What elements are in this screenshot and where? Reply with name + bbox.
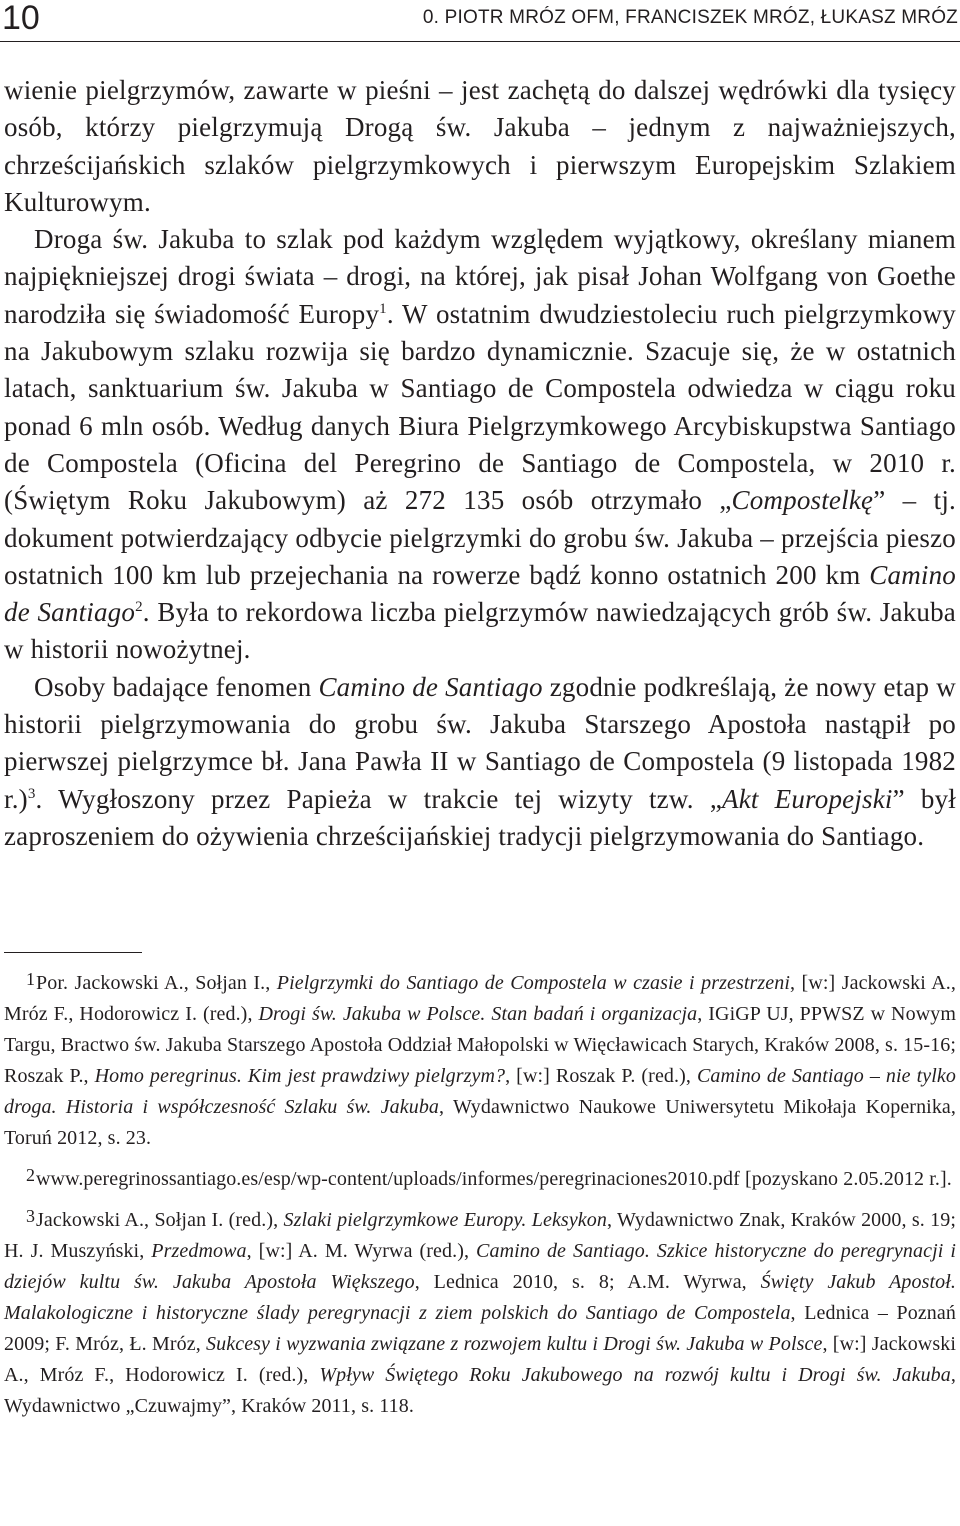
footnote-number: 3 (26, 1206, 36, 1226)
paragraph-3-text-c: . Wygłoszony przez Papieża w trakcie tej wizyty tzw. „ (35, 783, 723, 814)
footnote-1-text: , IGiGP UJ, PPWSZ w Nowym Targu, Bractwo św. Jakuba Starszego Apostoła Oddział Małopolski w Więcławicach Starych, Kraków 2008, s. 15-16; Roszak P., (4, 1003, 956, 1087)
footnote-3-text: , Lednica 2010, s. 8; A.M. Wyrwa, (414, 1271, 761, 1293)
footnote-3-title-4: Święty Jakub Apostoł. Malakologiczne i historyczne ślady peregrynacji z ziem polskich do Santiago de Compostela (4, 1271, 956, 1324)
footnote-3-title-3: Camino de Santiago. Szkice historyczne do peregrynacji i dziejów kultu św. Jakuba Apostoła Większego (4, 1240, 957, 1293)
footnote-ref-3[interactable]: 3 (27, 785, 36, 802)
page-header (0, 0, 960, 40)
footnote-1 (4, 968, 956, 1154)
footnote-3 (4, 1205, 956, 1422)
footnote-3-text: Jackowski A., Sołjan I. (red.), (36, 1209, 284, 1231)
running-head: 0. PIOTR MRÓZ OFM, FRANCISZEK MRÓZ, ŁUKASZ MRÓZ (422, 7, 958, 28)
footnote-3-text: , [w:] Jackowski A., Mróz F., Hodorowicz I. (red.), (4, 1333, 956, 1386)
footnote-3-title-5: Sukcesy i wyzwania związane z rozwojem kultu i Drogi św. Jakuba w Polsce (206, 1333, 823, 1355)
italic-compostelke: Compostelkę (731, 485, 874, 516)
footnote-3-text: , Lednica – Poznań 2009; F. Mróz, Ł. Mróz, (4, 1302, 956, 1355)
footnotes (4, 968, 956, 1432)
footnote-3-text: , Wydawnictwo Znak, Kraków 2000, s. 19; H. J. Muszyński, (4, 1209, 957, 1262)
body-text (4, 72, 956, 855)
paragraph-2-text-d: . Była to rekordowa liczba pielgrzymów nawiedzających grób św. Jakuba w historii nowożytnej. (4, 597, 956, 665)
paragraph-3-text-b: zgodnie podkreślają, że nowy etap w historii pielgrzymowania do grobu św. Jakuba Starszego Apostoła nastąpił po pierwszej pielgrzymce bł. Jana Pawła II w Santiago de Compostela (9 listopada 1982 r.) (4, 671, 956, 814)
paragraph-1 (4, 72, 956, 221)
italic-camino-1: Camino de Santiago (4, 559, 956, 628)
footnote-3-text: , [w:] A. M. Wyrwa (red.), (246, 1240, 477, 1262)
footnote-3-title-6: Wpływ Świętego Roku Jakubowego na rozwój kultu i Drogi św. Jakuba (319, 1364, 951, 1386)
footnote-3-title-1: Szlaki pielgrzymkowe Europy. Leksykon (283, 1209, 607, 1231)
footnote-1-text: Por. Jackowski A., Sołjan I., (36, 972, 277, 994)
footnote-2-link[interactable]: www.peregrinossantiago.es/esp/wp-content/uploads/informes/peregrinaciones2010.pdf [pozyskano 2.05.2012 r.]. (36, 1168, 952, 1190)
paragraph-2-text-b: . W ostatnim dwudziestoleciu ruch pielgrzymkowy na Jakubowym szlaku rozwija się bardzo dynamicznie. Szacuje się, że w ostatnich latach, sanktuarium św. Jakuba w Santiago de Compostela odwiedza w ciągu roku ponad 6 mln osób. Według danych Biura Pielgrzymkowego Arcybiskupstwa Santiago de Compostela (Oficina del Peregrino de Santiago de Compostela, w 2010 r. (Świętym Roku Jakubowym) aż 272 135 osób otrzymało „ (4, 298, 957, 516)
footnote-1-text: , [w:] Roszak P. (red.), (505, 1065, 697, 1087)
footnote-number: 2 (26, 1165, 36, 1185)
footnote-2 (4, 1164, 956, 1195)
paragraph-3 (4, 669, 956, 855)
footnote-3-title-2: Przedmowa (151, 1240, 247, 1262)
italic-camino-2: Camino de Santiago (318, 671, 543, 702)
header-rule (0, 41, 960, 42)
paragraph-2 (4, 221, 956, 669)
paragraph-1-text: wienie pielgrzymów, zawarte w pieśni – jest zachętą do dalszej wędrówki dla tysięcy osób, którzy pielgrzymują Drogą św. Jakuba – jednym z najważniejszych, chrześcijańskich szlaków pielgrzymkowych i pierwszym Europejskim Szlakiem Kulturowym. (4, 75, 956, 217)
paragraph-3-text-d: ” był zaproszeniem do ożywienia chrześcijańskiej tradycji pielgrzymowania do Santiago. (4, 783, 956, 851)
footnote-3-text: , Wydawnictwo „Czuwajmy”, Kraków 2011, s. 118. (4, 1364, 956, 1417)
footnote-1-text: , [w:] Jackowski A., Mróz F., Hodorowicz I. (red.), (4, 972, 956, 1025)
footnote-ref-1[interactable]: 1 (379, 300, 387, 317)
footnote-separator (4, 952, 142, 953)
footnote-1-title-1: Pielgrzymki do Santiago de Compostela w czasie i przestrzeni (276, 972, 791, 994)
paragraph-2-text-a: Droga św. Jakuba to szlak pod każdym względem wyjątkowy, określany mianem najpiękniejszej drogi świata – drogi, na której, jak pisał Johan Wolfgang von Goethe narodziła się świadomość Europy (4, 224, 956, 329)
paragraph-2-text-c: ” – tj. dokument potwierdzający odbycie pielgrzymki do grobu św. Jakuba – przejścia pieszo ostatnich 100 km lub przejechania na rowerze bądź konno ostatnich 200 km (4, 485, 956, 590)
footnote-ref-2[interactable]: 2 (135, 599, 143, 616)
footnote-number: 1 (26, 969, 36, 989)
footnote-1-text: , Wydawnictwo Naukowe Uniwersytetu Mikołaja Kopernika, Toruń 2012, s. 23. (4, 1096, 956, 1149)
page-number: 10 (2, 0, 40, 37)
footnote-1-title-4: Camino de Santiago – nie tylko droga. Historia i współczesność Szlaku św. Jakuba (4, 1065, 956, 1118)
italic-akt-europejski: Akt Europejski (722, 783, 893, 814)
footnote-1-title-3: Homo peregrinus. Kim jest prawdziwy pielgrzym? (94, 1065, 506, 1087)
paragraph-3-text-a: Osoby badające fenomen (34, 671, 319, 702)
footnote-1-title-2: Drogi św. Jakuba w Polsce. Stan badań i organizacja (258, 1003, 698, 1025)
